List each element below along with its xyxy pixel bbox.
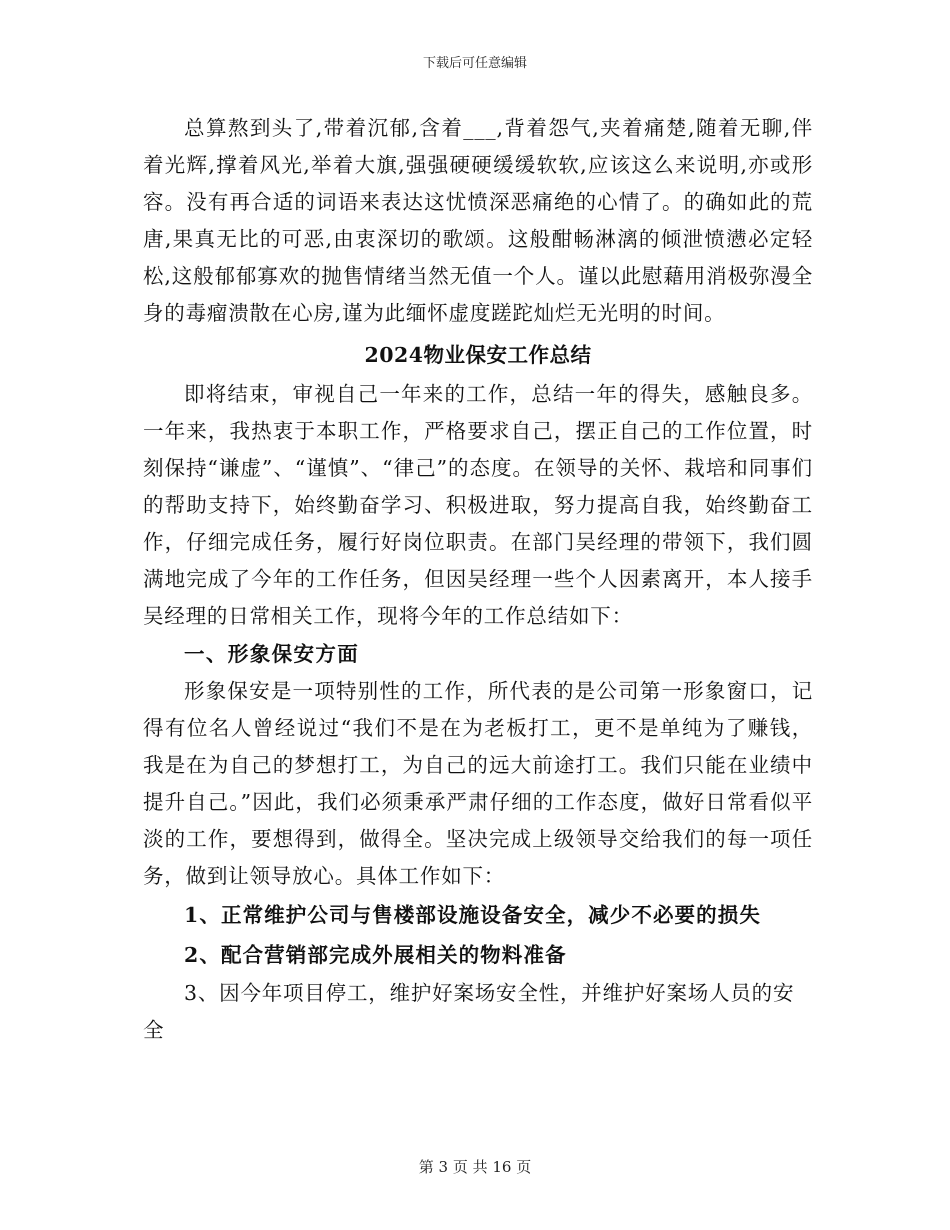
page-number: 第 3 页 共 16 页 [418, 1158, 532, 1176]
list-item-3: 3、因今年项目停工，维护好案场安全性，并维护好案场人员的安全 [143, 981, 795, 1042]
page-header-note: 下载后可任意编辑 [422, 56, 527, 71]
document-body [143, 110, 813, 1049]
paragraph-2: 形象保安是一项特别性的工作，所代表的是公司第一形象窗口，记得有位名人曾经说过“我们不是在为老板打工，更不是单纯为了赚钱，我是在为自己的梦想打工，为自己的远大前途打工。我们只能在业绩中提升自己。”因此，我们必须秉承严肃仔细的工作态度，做好日常看似平淡的工作，要想得到，做得全。坚决完成上级领导交给我们的每一项任务，做到让领导放心。具体工作如下： [143, 679, 813, 888]
list-item-1: 1、正常维护公司与售楼部设施设备安全，减少不必要的损失 [184, 903, 761, 927]
list-item-2: 2、配合营销部完成外展相关的物料准备 [184, 943, 567, 967]
intro-paragraph: 总算熬到头了,带着沉郁,含着___,背着怨气,夹着痛楚,随着无聊,伴着光辉,撑着风光,举着大旗,强强硬硬缓缓软软,应该这么来说明,亦或形容。没有再合适的词语来表达这忧愤深恶痛绝的心情了。的确如此的荒唐,果真无比的可恶,由衷深切的歌颂。这般酣畅淋漓的倾泄愤懑必定轻松,这般郁郁寡欢的抛售情绪当然无值一个人。谨以此慰藉用消极弥漫全身的毒瘤溃散在心房,谨为此缅怀虚度蹉跎灿烂无光明的时间。 [143, 116, 813, 325]
document-title: 2024物业保安工作总结 [364, 343, 592, 367]
paragraph-1: 即将结束，审视自己一年来的工作，总结一年的得失，感触良多。一年来，我热衷于本职工作，严格要求自己，摆正自己的工作位置，时刻保持“谦虚”、“谨慎”、“律己”的态度。在领导的关怀、栽培和同事们的帮助支持下，始终勤奋学习、积极进取，努力提高自我，始终勤奋工作，仔细完成任务，履行好岗位职责。在部门吴经理的带领下，我们圆满地完成了今年的工作任务，但因吴经理一些个人因素离开，本人接手吴经理的日常相关工作，现将今年的工作总结如下： [143, 382, 813, 628]
section-heading-1: 一、形象保安方面 [184, 642, 360, 666]
